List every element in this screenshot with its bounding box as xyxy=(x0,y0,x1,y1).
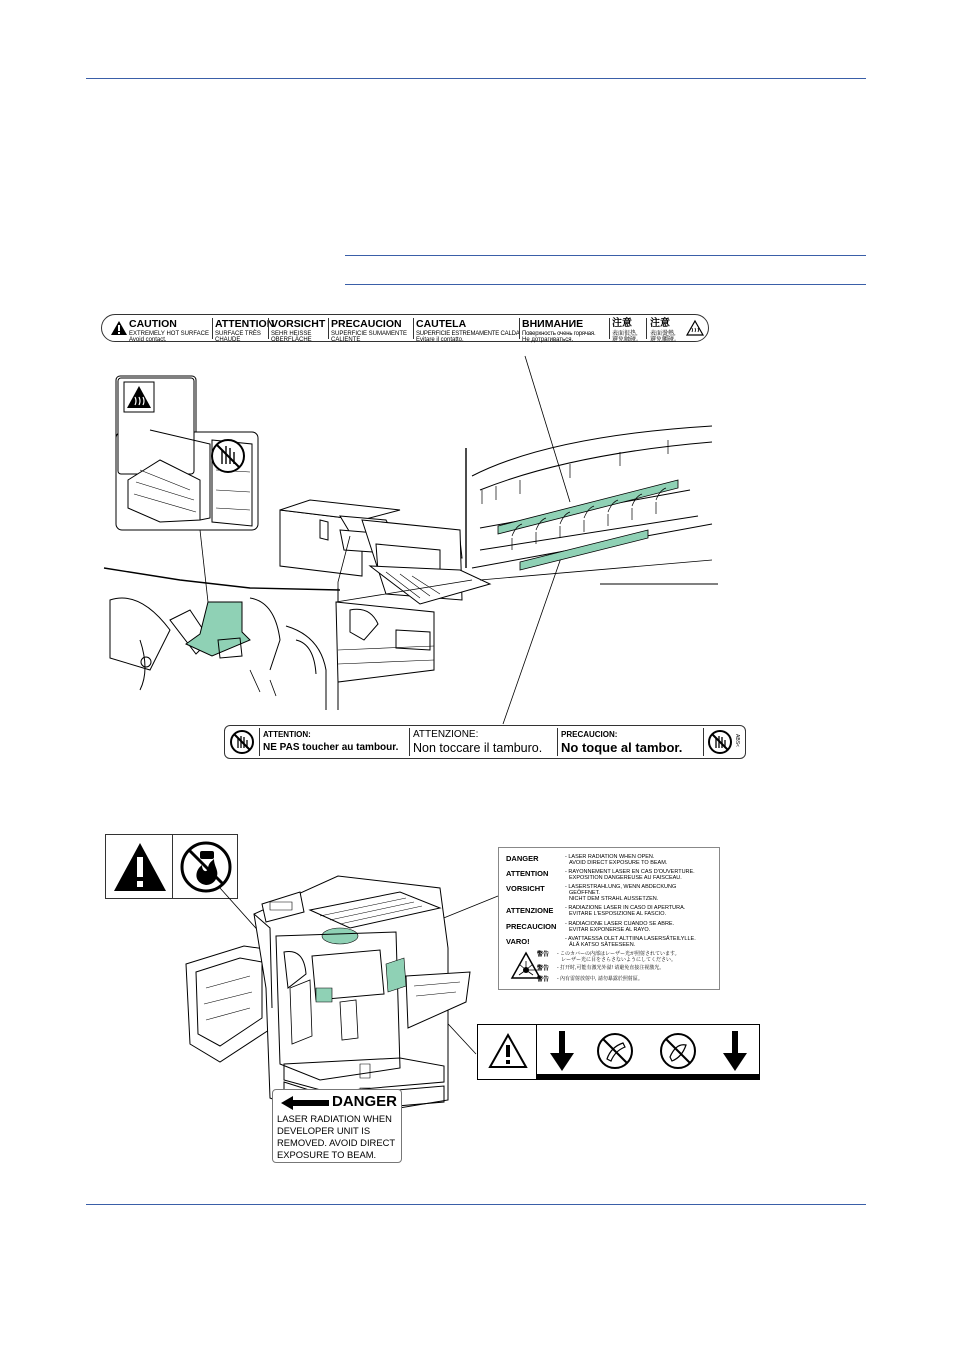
caution-line2-es: CALIENTE xyxy=(331,337,361,343)
caution-line1-de: SEHR HEISSE xyxy=(271,331,312,337)
note-rule-bottom xyxy=(345,284,866,285)
laser-head-de: VORSICHT xyxy=(506,884,545,893)
no-touch-hand-icon xyxy=(212,440,244,472)
caution-head-ru: ВНИМАНИЕ xyxy=(522,318,584,330)
laser-line2-it: EVITARE L'ESPOSIZIONE AL FASCIO. xyxy=(569,911,667,917)
caution-head-zh-cn: 注意 xyxy=(612,318,632,329)
laser-line1-de: - LASERSTRAHLUNG, WENN ABDECKUNG xyxy=(565,884,677,890)
developer-line-1: LASER RADIATION WHEN xyxy=(277,1113,392,1124)
caution-line1-en: EXTREMELY HOT SURFACE xyxy=(129,331,210,337)
footer-rule xyxy=(86,1204,866,1205)
caution-line2-en: Avoid contact. xyxy=(129,337,167,343)
caution-head-fr: ATTENTION xyxy=(215,318,275,330)
laser-head-es: PRECAUCION xyxy=(506,922,557,931)
laser-head-zh-cn: 警告 xyxy=(537,966,550,972)
drum-body-fr: NE PAS toucher au tambour. xyxy=(263,742,399,753)
caution-head-en: CAUTION xyxy=(129,318,177,330)
laser-line1-es: - RADIACIONE LASER CUANDO SE ABRE. xyxy=(565,921,675,927)
caution-line1-fr: SURFACE TRÈS xyxy=(215,331,261,337)
hot-surface-small-icon xyxy=(686,320,704,336)
caution-line1-zh-cn: 表面很热, xyxy=(612,331,638,337)
caution-line2-zh-tw: 避免觸碰。 xyxy=(650,337,681,343)
no-touch-hand-icon xyxy=(707,729,733,755)
drum-side-code: ABS< xyxy=(733,734,740,747)
caution-hot-surface-label xyxy=(101,314,709,342)
laser-line2-en: AVOID DIRECT EXPOSURE TO BEAM. xyxy=(569,860,668,866)
laser-head-fr: ATTENTION xyxy=(506,869,549,878)
laser-line1-fi: - AVATTAESSA OLET ALTTIINA LASERSÄTEILYLLE. xyxy=(565,936,696,942)
caution-head-zh-tw: 注意 xyxy=(650,318,670,329)
hot-surface-warning-icon xyxy=(124,382,154,412)
laser-body-zh-tw: - 內有雷射放射中, 請勿暴露於照射區。 xyxy=(557,976,643,982)
no-touch-hand-icon xyxy=(229,729,255,755)
laser-head-zh-tw: 警告 xyxy=(537,977,550,983)
caution-line2-it: Evitare il contatto. xyxy=(416,337,464,343)
caution-line2-de: OBERFLÄCHE xyxy=(271,337,312,343)
caution-line1-es: SUPERFICIE SUMAMENTE xyxy=(331,331,408,337)
laser-body2-ja: レーザー光に目をさらさないようにしてください。 xyxy=(561,957,677,963)
laser-head-it: ATTENZIONE xyxy=(506,906,554,915)
laser-line1-en: - LASER RADIATION WHEN OPEN. xyxy=(565,854,655,860)
drum-head-it: ATTENZIONE: xyxy=(413,729,479,740)
laser-body-ja: - このカバーの内部はレーザー光が照射されています。 xyxy=(557,951,680,957)
developer-line-3: REMOVED. AVOID DIRECT xyxy=(277,1137,396,1148)
drum-head-fr: ATTENTION: xyxy=(263,730,311,739)
maintenance-warning-strip xyxy=(477,1024,760,1080)
caution-line2-fr: CHAUDE xyxy=(215,337,241,343)
laser-body-zh-cn: - 打开时,可能有激光外溢! 请避免直接注视激光。 xyxy=(557,965,665,971)
caution-head-de: VORSICHT xyxy=(271,318,326,330)
no-touch-finger-icon xyxy=(658,1031,698,1071)
drum-no-touch-label xyxy=(224,725,746,759)
caution-head-it: CAUTELA xyxy=(416,318,467,330)
arrow-down-icon xyxy=(550,1031,574,1071)
printer-fuser-drum-illustration xyxy=(100,340,720,720)
arrow-down-icon xyxy=(723,1031,747,1071)
caution-head-es: PRECAUCION xyxy=(331,318,402,330)
warning-exclamation-icon xyxy=(112,839,168,895)
developer-line-4: EXPOSURE TO BEAM. xyxy=(277,1149,377,1160)
caution-line1-ru: Поверхность очень горячая. xyxy=(522,331,596,337)
laser-line3-de: NICHT DEM STRAHL AUSSETZEN. xyxy=(569,896,659,902)
laser-line2-es: EVITAR EXPONERSE AL RAYO. xyxy=(569,927,651,933)
drum-body-it: Non toccare il tamburo. xyxy=(413,741,543,755)
warning-exclamation-icon xyxy=(110,320,128,336)
caution-line1-it: SUPERFICIE ESTREMAMENTE CALDA xyxy=(416,331,520,337)
laser-line1-it: - RADIAZIONE LASER IN CASO DI APERTURA. xyxy=(565,905,686,911)
drum-head-es: PRECAUCION: xyxy=(561,730,618,739)
developer-line-2: DEVELOPER UNIT IS xyxy=(277,1125,371,1136)
caution-line1-zh-tw: 表面燙熱, xyxy=(650,331,676,337)
laser-line1-fr: - RAYONNEMENT LASER EN CAS D'OUVERTURE. xyxy=(565,869,695,875)
arrow-left-icon xyxy=(281,1096,329,1110)
drum-body-es: No toque al tambor. xyxy=(561,740,683,755)
laser-line2-fi: ÄLÄ KATSO SÄTEESEEN. xyxy=(569,942,636,948)
laser-line2-fr: EXPOSITION DANGEREUSE AU FAISCEAU. xyxy=(569,875,682,881)
caution-line2-zh-cn: 避免触碰。 xyxy=(612,337,643,343)
header-rule xyxy=(86,78,866,79)
laser-line2-de: GEÖFFNET. xyxy=(569,890,600,896)
developer-danger-label xyxy=(272,1089,402,1163)
no-touch-tool-icon xyxy=(595,1031,635,1071)
developer-danger-title: DANGER xyxy=(332,1093,398,1110)
warning-exclamation-icon xyxy=(488,1033,528,1069)
caution-line2-ru: Не дотрагиваться. xyxy=(522,337,574,343)
note-rule-top xyxy=(345,255,866,256)
laser-head-fi: VARO! xyxy=(506,937,530,946)
laser-danger-label xyxy=(498,847,720,990)
laser-head-ja: 警告 xyxy=(537,952,550,958)
laser-head-en: DANGER xyxy=(506,854,539,863)
